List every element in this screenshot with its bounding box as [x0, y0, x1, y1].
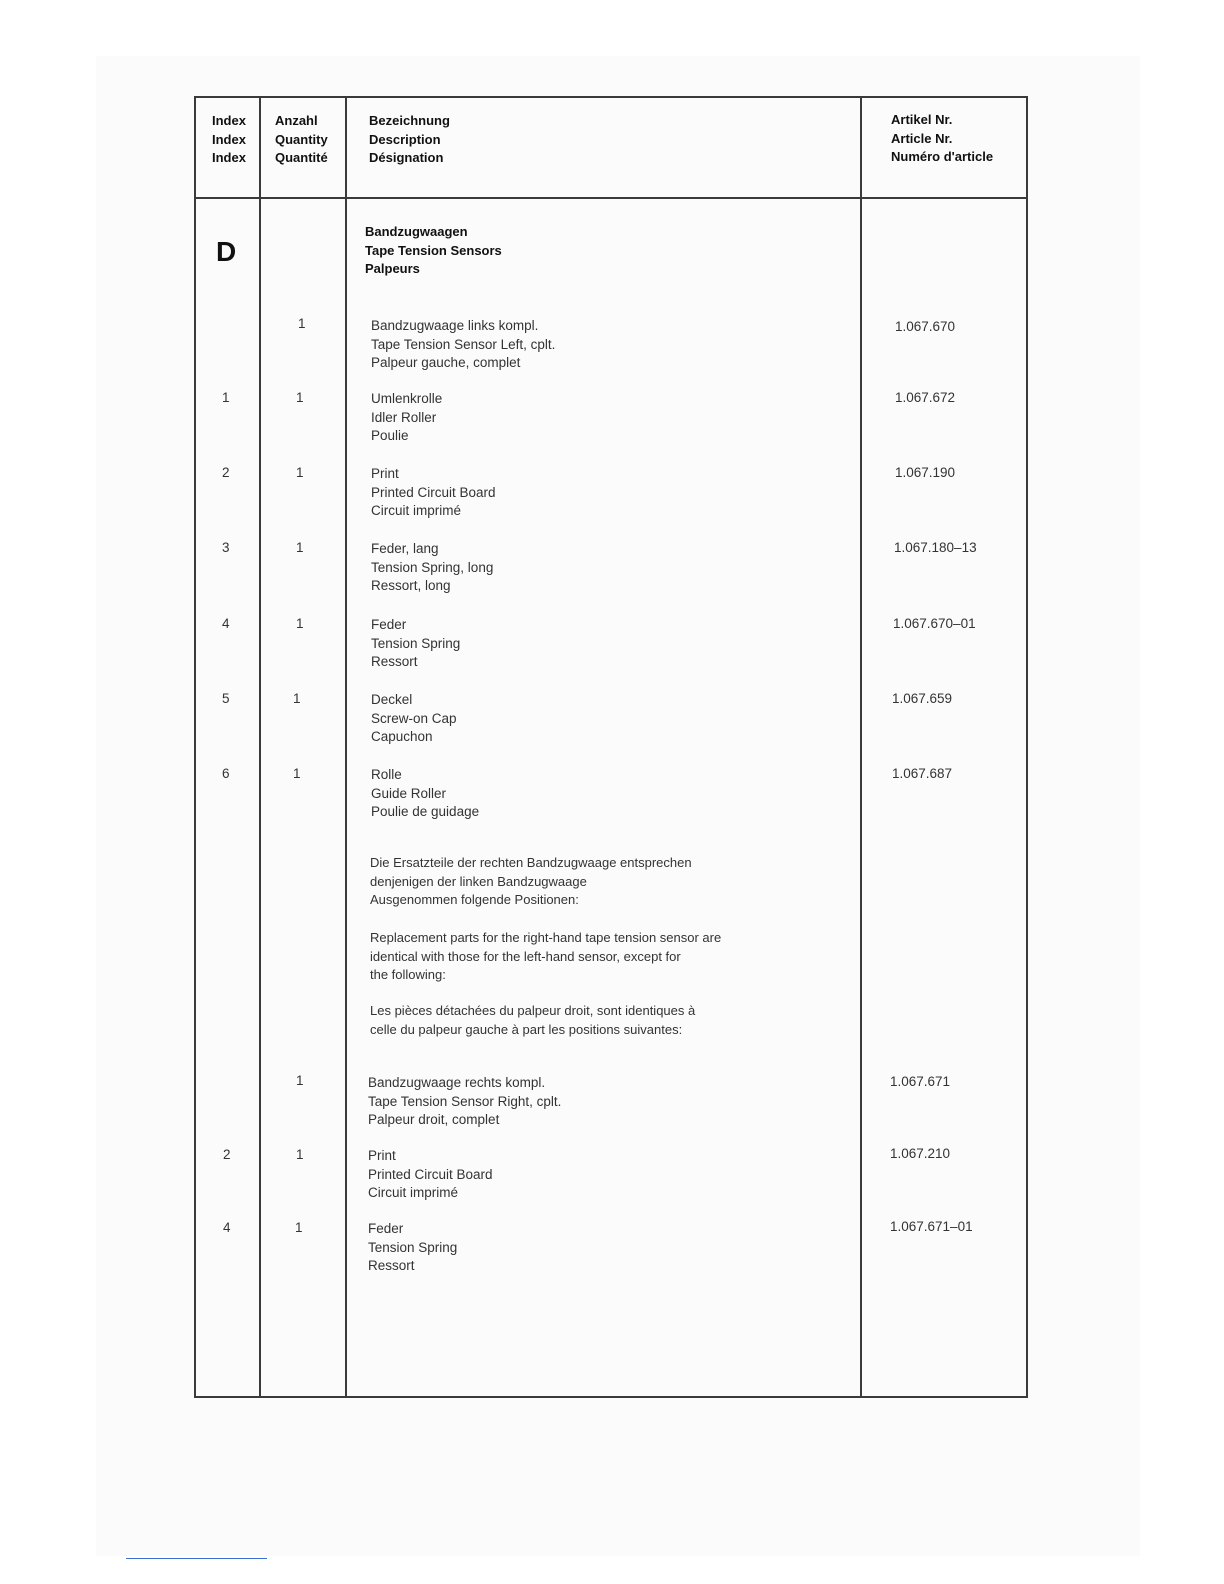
header-index-de: Index [212, 113, 246, 128]
desc-fr: Ressort [371, 654, 418, 669]
table-row [0, 616, 1224, 676]
item-description [371, 766, 479, 822]
item-article-number: 1.067.210 [890, 1146, 951, 1161]
header-article-fr: Numéro d'article [891, 149, 994, 164]
desc-en: Printed Circuit Board [368, 1166, 493, 1182]
header-index-en: Index [212, 131, 246, 147]
note-french [370, 1002, 695, 1039]
item-description [368, 1220, 457, 1276]
item-description [371, 691, 457, 747]
item-article-number: 1.067.670–01 [893, 616, 976, 631]
item-article-number: 1.067.687 [892, 766, 953, 781]
header-description-de: Bezeichnung [369, 113, 450, 128]
header-article [891, 111, 993, 167]
item-index: 4 [222, 616, 230, 631]
item-index: 3 [222, 540, 230, 555]
desc-de: Rolle [371, 767, 402, 782]
item-description [368, 1074, 561, 1130]
desc-fr: Circuit imprimé [371, 503, 462, 518]
item-description [371, 390, 442, 446]
table-row [0, 766, 1224, 826]
desc-en: Screw-on Cap [371, 710, 457, 726]
item-description [368, 1147, 493, 1203]
desc-de: Bandzugwaage rechts kompl. [368, 1075, 546, 1090]
header-quantity [275, 112, 328, 168]
desc-en: Printed Circuit Board [371, 484, 496, 500]
section-title-en: Tape Tension Sensors [365, 242, 502, 258]
item-article-number: 1.067.180–13 [894, 540, 977, 555]
header-description-en: Description [369, 131, 441, 147]
item-index: 2 [222, 465, 230, 480]
table-row [0, 540, 1224, 600]
section-letter: D [216, 236, 237, 267]
desc-de: Feder, lang [371, 541, 439, 556]
table-row [0, 316, 1224, 376]
note-english [370, 929, 721, 985]
header-article-de: Artikel Nr. [891, 112, 953, 127]
note-line: denjenigen der linken Bandzugwaage [370, 873, 587, 889]
section-title-fr: Palpeurs [365, 261, 420, 276]
desc-fr: Ressort, long [371, 578, 451, 593]
desc-en: Idler Roller [371, 409, 437, 425]
note-line: Replacement parts for the right-hand tape tension sensor are [370, 930, 722, 945]
table-row [0, 1073, 1224, 1133]
header-description [369, 112, 450, 168]
item-quantity: 1 [296, 390, 304, 405]
header-quantity-fr: Quantité [275, 150, 328, 165]
desc-de: Bandzugwaage links kompl. [371, 318, 539, 333]
desc-de: Print [371, 466, 399, 481]
item-description [371, 616, 460, 672]
header-index-fr: Index [212, 150, 246, 165]
header-divider [194, 197, 1028, 199]
section-title-de: Bandzugwaagen [365, 224, 468, 239]
desc-fr: Ressort [368, 1258, 415, 1273]
desc-de: Feder [368, 1221, 404, 1236]
note-line: Die Ersatzteile der rechten Bandzugwaage entsprechen [370, 855, 692, 870]
item-quantity: 1 [296, 1073, 304, 1088]
table-row [0, 1220, 1224, 1280]
desc-de: Feder [371, 617, 407, 632]
desc-en: Guide Roller [371, 785, 447, 801]
item-index: 2 [223, 1147, 231, 1162]
desc-fr: Palpeur droit, complet [368, 1112, 500, 1127]
desc-fr: Poulie [371, 428, 409, 443]
item-index: 1 [222, 390, 230, 405]
desc-fr: Palpeur gauche, complet [371, 355, 521, 370]
item-description [371, 540, 493, 596]
table-row [0, 1147, 1224, 1207]
desc-fr: Circuit imprimé [368, 1185, 459, 1200]
table-row [0, 465, 1224, 525]
desc-en: Tension Spring [368, 1239, 458, 1255]
item-quantity: 1 [296, 616, 304, 631]
item-quantity: 1 [296, 540, 304, 555]
item-index: 5 [222, 691, 230, 706]
header-quantity-en: Quantity [275, 131, 328, 147]
item-quantity: 1 [295, 1220, 303, 1235]
desc-fr: Capuchon [371, 729, 433, 744]
table-row [0, 691, 1224, 751]
item-description [371, 465, 496, 521]
desc-en: Tension Spring [371, 635, 461, 651]
desc-de: Deckel [371, 692, 413, 707]
item-quantity: 1 [293, 766, 301, 781]
note-german [370, 854, 692, 910]
note-line: Ausgenommen folgende Positionen: [370, 892, 579, 907]
item-quantity: 1 [296, 465, 304, 480]
note-line: identical with those for the left-hand sensor, except for [370, 948, 681, 964]
desc-en: Tape Tension Sensor Right, cplt. [368, 1093, 562, 1109]
item-quantity: 1 [293, 691, 301, 706]
footer-rule [126, 1558, 267, 1559]
item-quantity: 1 [296, 1147, 304, 1162]
item-index: 4 [223, 1220, 231, 1235]
item-description [371, 317, 555, 373]
header-article-en: Article Nr. [891, 130, 953, 146]
item-quantity: 1 [298, 316, 306, 331]
item-article-number: 1.067.671–01 [890, 1219, 973, 1234]
desc-en: Tape Tension Sensor Left, cplt. [371, 336, 556, 352]
desc-de: Print [368, 1148, 396, 1163]
header-index [212, 112, 246, 168]
item-index: 6 [222, 766, 230, 781]
section-title [365, 223, 502, 279]
item-article-number: 1.067.671 [890, 1074, 951, 1089]
item-article-number: 1.067.672 [895, 390, 956, 405]
item-article-number: 1.067.659 [892, 691, 953, 706]
note-line: the following: [370, 967, 446, 982]
header-quantity-de: Anzahl [275, 113, 318, 128]
note-line: celle du palpeur gauche à part les positions suivantes: [370, 1021, 683, 1037]
desc-fr: Poulie de guidage [371, 804, 480, 819]
note-line: Les pièces détachées du palpeur droit, sont identiques à [370, 1003, 696, 1018]
table-row [0, 390, 1224, 450]
item-article-number: 1.067.190 [895, 465, 956, 480]
item-article-number: 1.067.670 [895, 319, 956, 334]
header-description-fr: Désignation [369, 150, 444, 165]
desc-en: Tension Spring, long [371, 559, 494, 575]
desc-de: Umlenkrolle [371, 391, 443, 406]
